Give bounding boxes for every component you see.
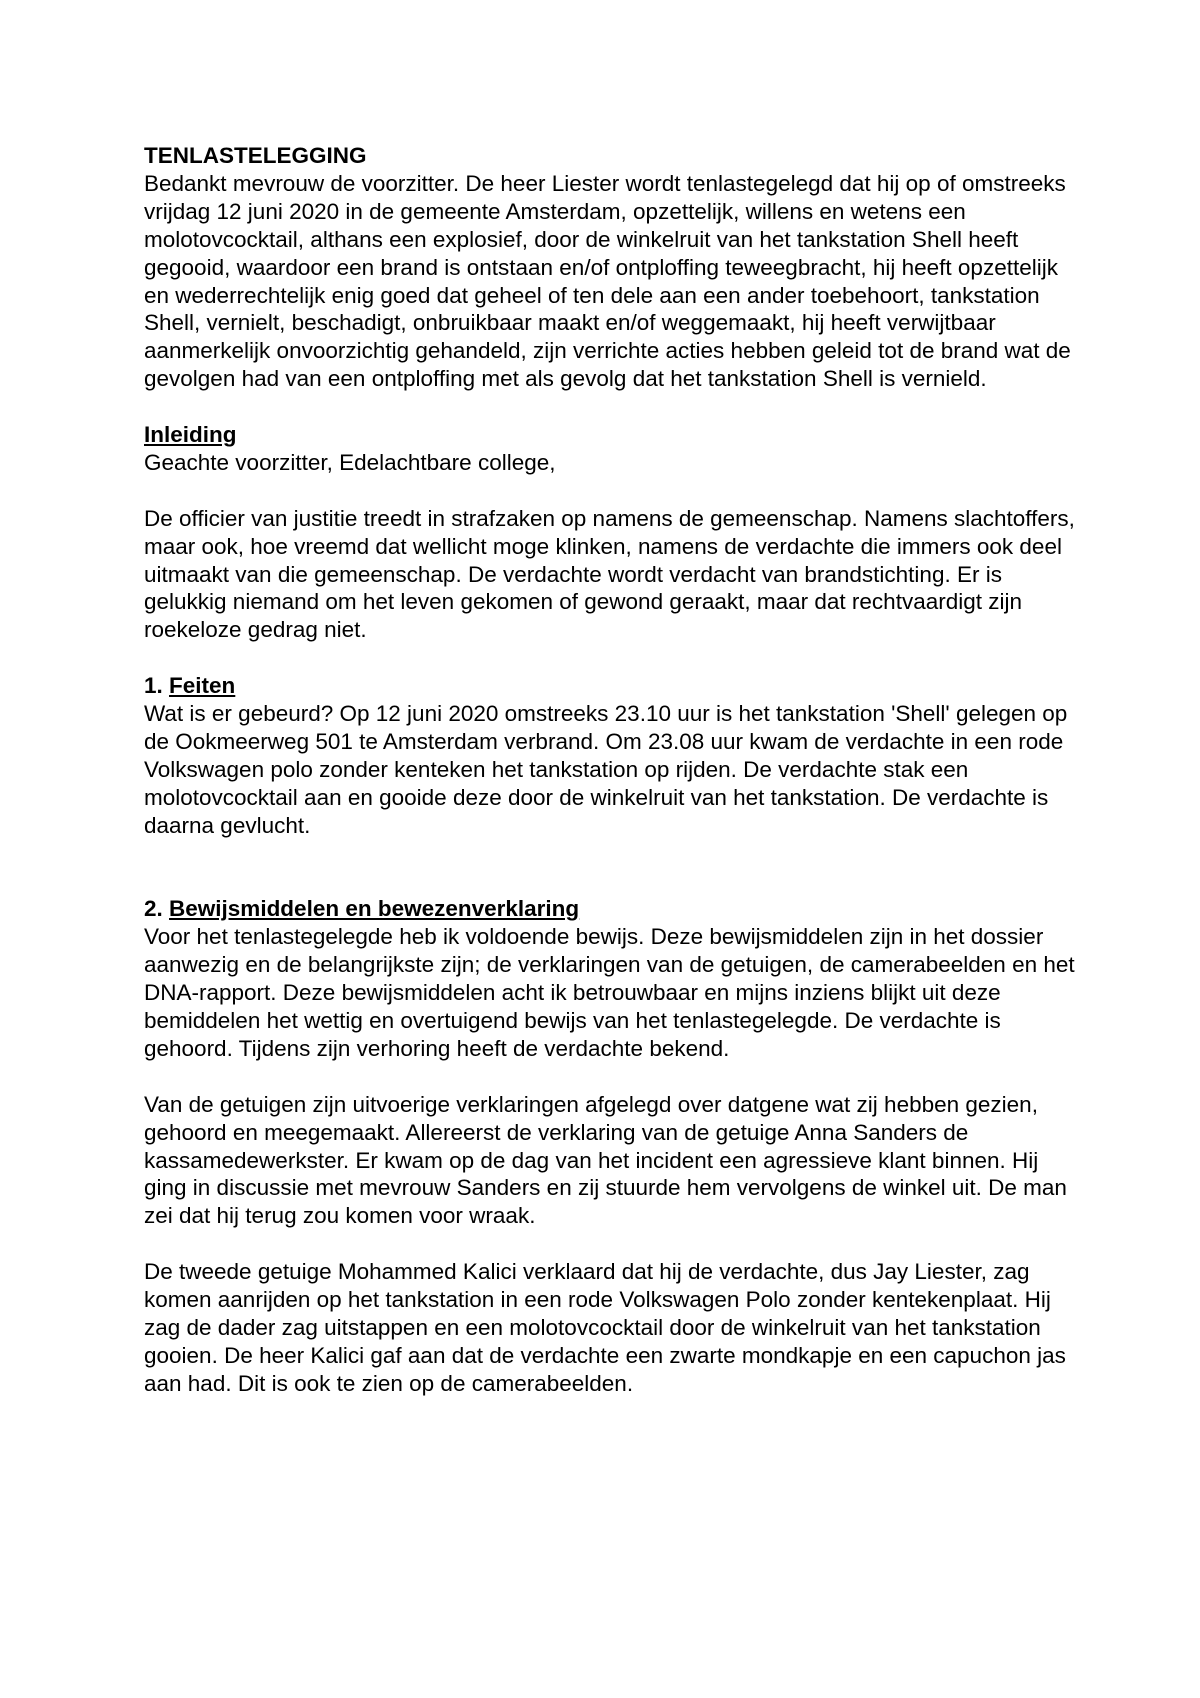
- spacer: [144, 477, 1084, 505]
- spacer: [144, 840, 1084, 896]
- document-title: TENLASTELEGGING: [144, 143, 367, 168]
- intro-paragraph: De officier van justitie treedt in strafzaken op namens de gemeenschap. Namens slachtoffers, maar ook, hoe vreemd dat wellicht moge klinken, namens de verdachte die immers ook deel uitmaakt van die gemeenschap. De verdachte wordt verdacht van brandstichting. Er is gelukkig niemand om het leven gekomen of gewond geraakt, maar dat rechtvaardigt zijn roekeloze gedrag niet.: [144, 505, 1075, 643]
- intro-heading: [144, 421, 1084, 449]
- document-page: [144, 142, 1084, 1398]
- charge-paragraph: Bedankt mevrouw de voorzitter. De heer Liester wordt tenlastegelegd dat hij op of omstreeks vrijdag 12 juni 2020 in de gemeente Amsterdam, opzettelijk, willens en wetens een molotovcocktail, althans een explosief, door de winkelruit van het tankstation Shell heeft gegooid, waardoor een brand is ontstaan en/of ontploffing teweegbracht, hij heeft opzettelijk en wederrechtelijk enig goed dat geheel of ten dele aan een ander toebehoort, tankstation Shell, vernielt, beschadigt, onbruikbaar maakt en/of weggemaakt, hij heeft verwijtbaar aanmerkelijk onvoorzichtig gehandeld, zijn verrichte acties hebben geleid tot de brand wat de gevolgen had van een ontploffing met als gevolg dat het tankstation Shell is vernield.: [144, 170, 1071, 392]
- section-2-heading-text: Bewijsmiddelen en bewezenverklaring: [169, 896, 580, 922]
- spacer: [144, 1063, 1084, 1091]
- section-1-paragraph: Wat is er gebeurd? Op 12 juni 2020 omstreeks 23.10 uur is het tankstation 'Shell' gelegen op de Ookmeerweg 501 te Amsterdam verbrand. Om 23.08 uur kwam de verdachte in een rode Volkswagen polo zonder kenteken het tankstation op rijden. De verdachte stak een molotovcocktail aan en gooide deze door de winkelruit van het tankstation. De verdachte is daarna gevlucht.: [144, 701, 1068, 838]
- section-2-paragraph-2: Van de getuigen zijn uitvoerige verklaringen afgelegd over datgene wat zij hebben gezien, gehoord en meegemaakt. Allereerst de verklaring van de getuige Anna Sanders de kassamedewerkster. Er kwam op de dag van het incident een agressieve klant binnen. Hij ging in discussie met mevrouw Sanders en zij stuurde hem vervolgens de winkel uit. De man zei dat hij terug zou komen voor wraak.: [144, 1091, 1067, 1229]
- spacer: [144, 1230, 1084, 1258]
- section-2-heading: [144, 895, 1084, 923]
- spacer: [144, 644, 1084, 672]
- section-1-heading-text: Feiten: [169, 673, 236, 699]
- intro-heading-text: Inleiding: [144, 422, 237, 448]
- section-2-paragraph-3: De tweede getuige Mohammed Kalici verklaard dat hij de verdachte, dus Jay Liester, zag komen aanrijden op het tankstation in een rode Volkswagen Polo zonder kentekenplaat. Hij zag de dader zag uitstappen en een molotovcocktail door de winkelruit van het tankstation gooien. De heer Kalici gaf aan dat de verdachte een zwarte mondkapje en een capuchon jas aan had. Dit is ook te zien op de camerabeelden.: [144, 1259, 1066, 1396]
- intro-salutation: Geachte voorzitter, Edelachtbare college,: [144, 449, 556, 475]
- section-2-number: 2.: [144, 896, 170, 922]
- section-2-paragraph-1: Voor het tenlastegelegde heb ik voldoende bewijs. Deze bewijsmiddelen zijn in het dossier aanwezig en de belangrijkste zijn; de verklaringen van de getuigen, de camerabeelden en het DNA-rapport. Deze bewijsmiddelen acht ik betrouwbaar en mijns inziens blijkt uit deze bemiddelen het wettig en overtuigend bewijs van het tenlastegelegde. De verdachte is gehoord. Tijdens zijn verhoring heeft de verdachte bekend.: [144, 924, 1075, 1061]
- spacer: [144, 393, 1084, 421]
- section-1-heading: [144, 672, 1084, 700]
- section-1-number: 1.: [144, 673, 170, 699]
